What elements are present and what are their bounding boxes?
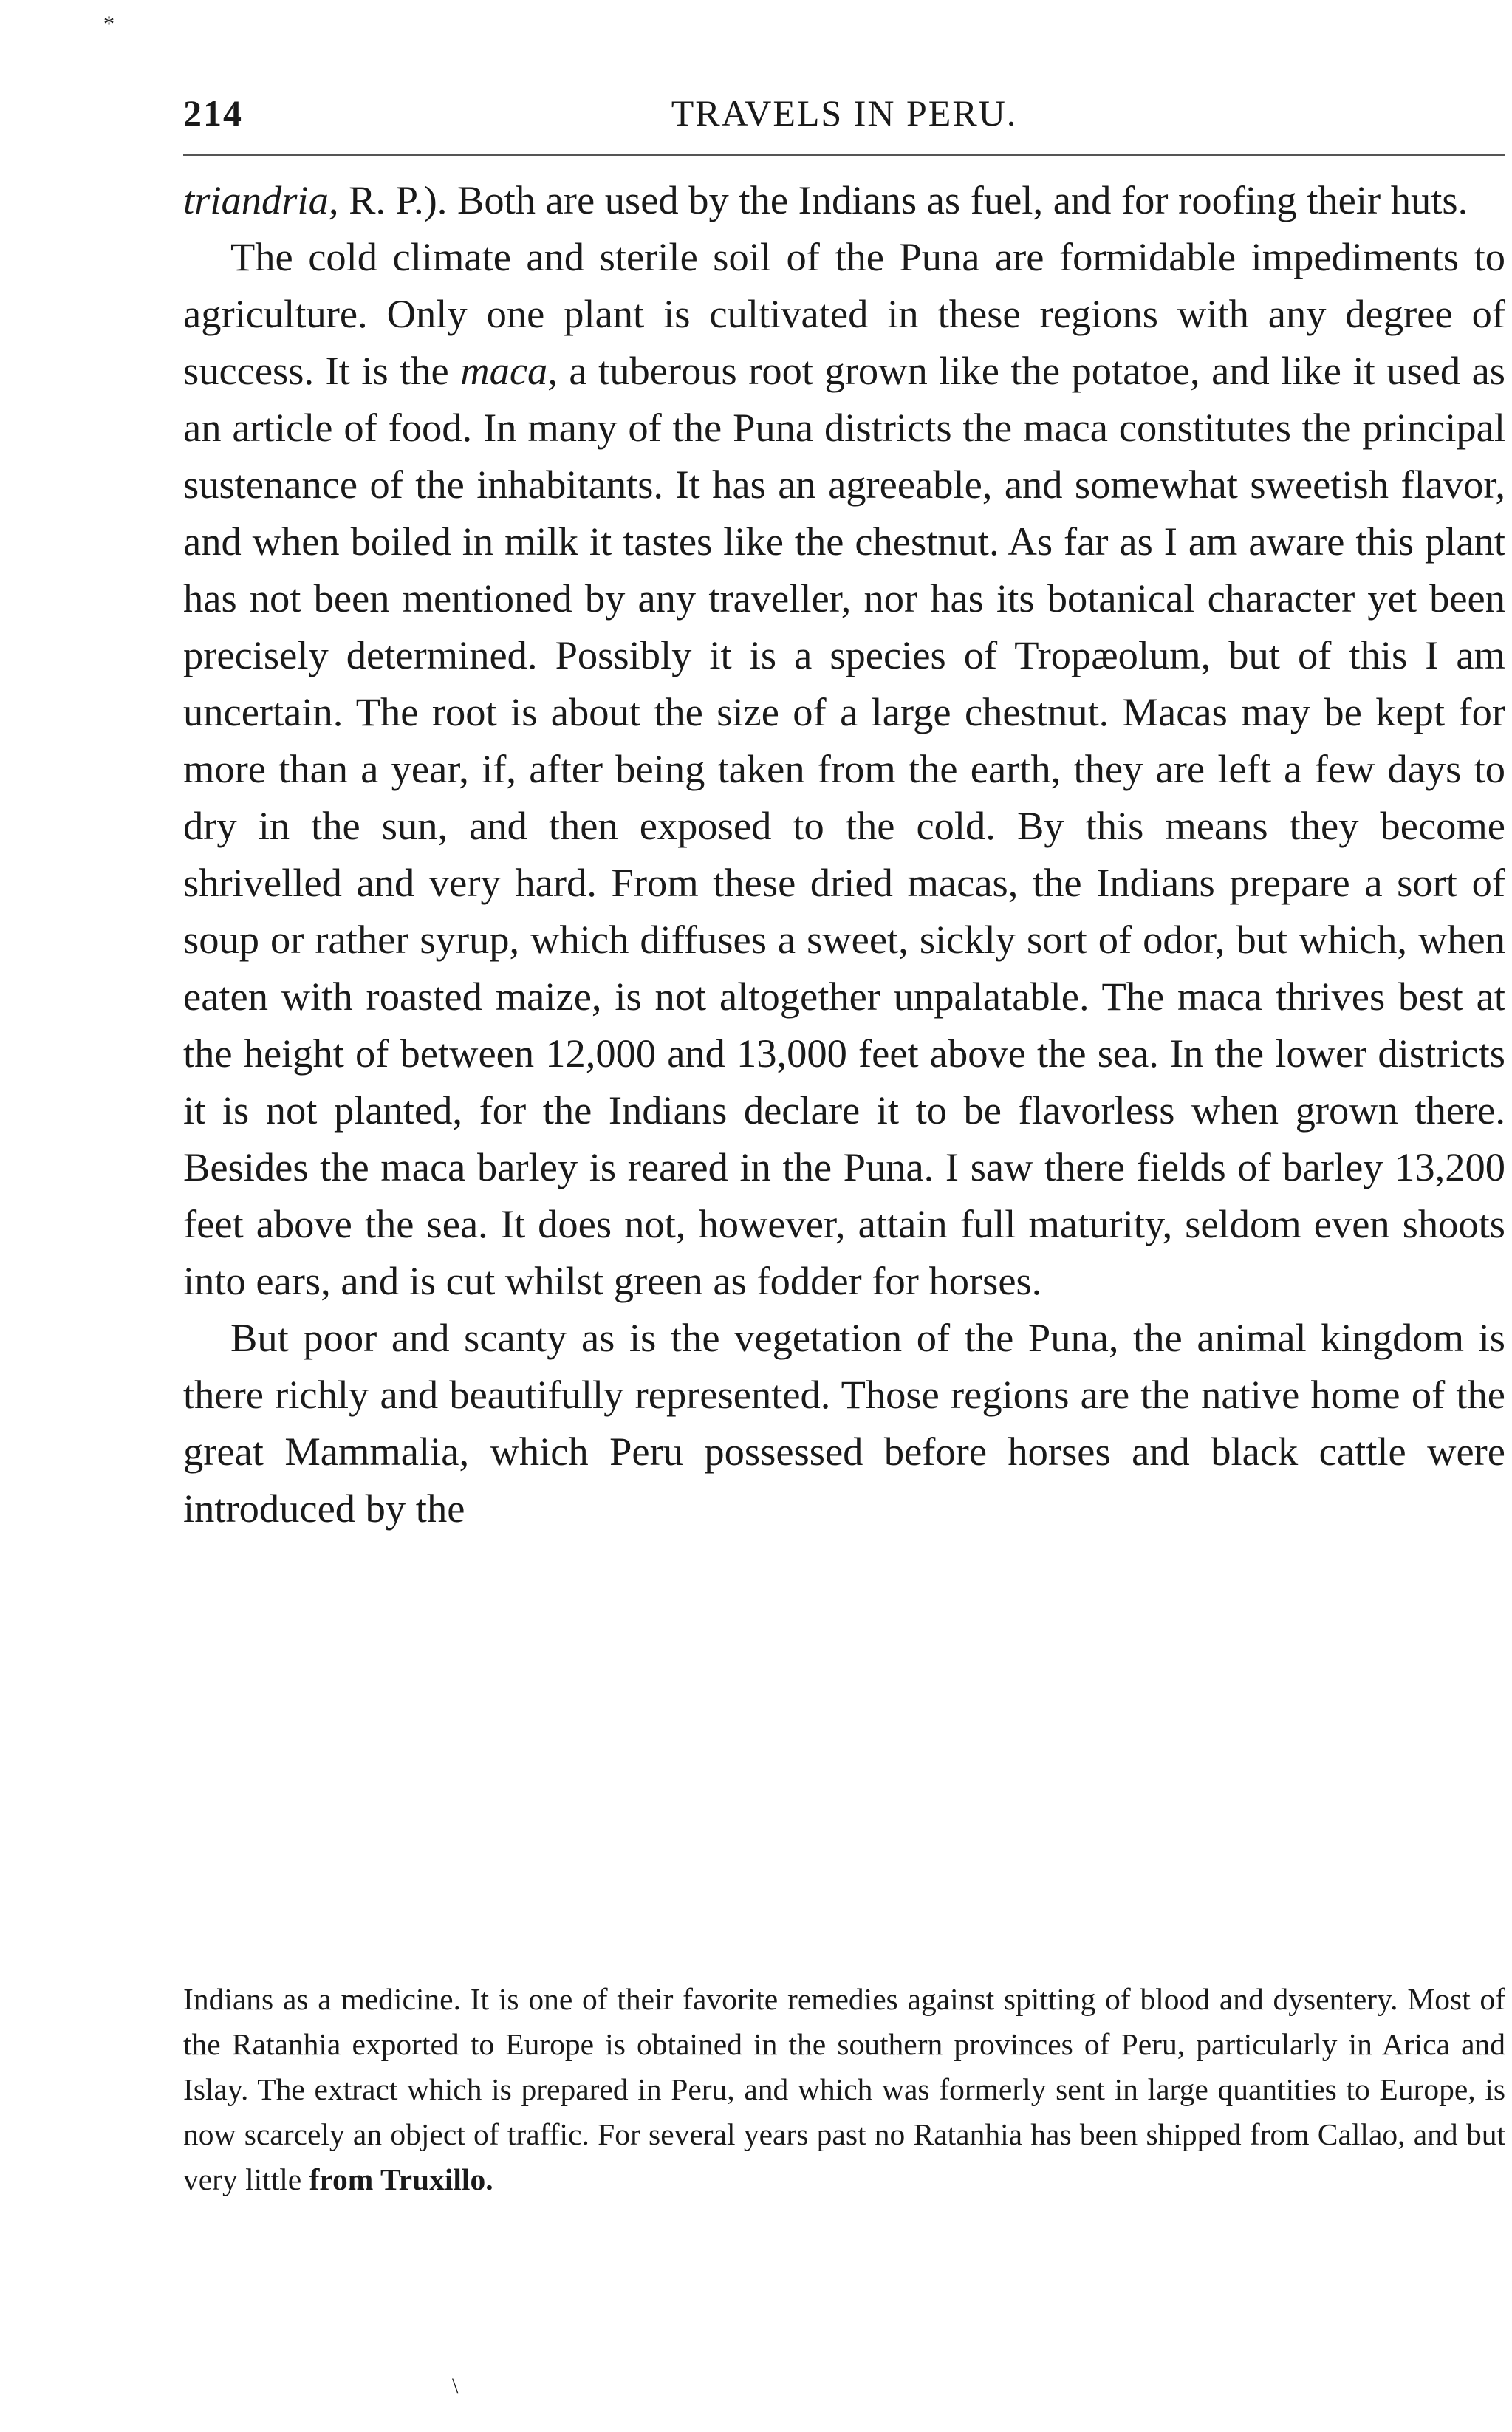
paragraph: [183, 171, 1505, 228]
paragraph-segment: maca,: [460, 348, 558, 393]
header-rule: [183, 154, 1505, 156]
page-mark-bottom: \: [452, 2374, 459, 2398]
paragraph-segment: The cold climate and sterile soil of the Puna are formidable impediments to agriculture. Only one plant is cultivated in these regions with any degree of success. It is the: [183, 234, 1505, 393]
page-number: 214: [183, 92, 243, 134]
paragraph-segment: But poor and scanty as is the vegetation of the Puna, the animal kingdom is there richly and beautifully represented. Those regions are the native home of the great Mammalia, which Peru possessed before horses and black cattle were introduced by the: [183, 1315, 1505, 1531]
main-text: [183, 171, 1505, 1537]
running-title: TRAVELS IN PERU.: [671, 92, 1018, 134]
footnote-segment: from Truxillo.: [309, 2162, 493, 2196]
page-mark-top: *: [103, 12, 114, 36]
paragraph-segment: a tuberous root grown like the potatoe, and like it used as an article of food. In many of the Puna districts the maca constitutes the principal sustenance of the inhabitants. It has an agreeable, and somewhat sweetish flavor, and when boiled in milk it tastes like the chestnut. As far as I am aware this plant has not been mentioned by any traveller, nor has its botanical character yet been precisely determined. Possibly it is a species of Tropæolum, but of this I am uncertain. The root is about the size of a large chestnut. Macas may be kept for more than a year, if, after being taken from the earth, they are left a few days to dry in the sun, and then exposed to the cold. By this means they become shrivelled and very hard. From these dried macas, the Indians prepare a sort of soup or rather syrup, which diffuses a sweet, sickly sort of odor, but which, when eaten with roasted maize, is not altogether unpalatable. The maca thrives best at the height of between 12,000 and 13,000 feet above the sea. In the lower districts it is not planted, for the Indians declare it to be flavorless when grown there. Besides the maca barley is reared in the Puna. I saw there fields of barley 13,200 feet above the sea. It does not, however, attain full maturity, seldom even shoots into ears, and is cut whilst green as fodder for horses.: [183, 348, 1505, 1303]
paragraph: [183, 228, 1505, 1309]
footnote-paragraph: [183, 1977, 1505, 2202]
page-header: [183, 87, 1505, 139]
paragraph: [183, 1309, 1505, 1537]
paragraph-segment: R. P.). Both are used by the Indians as fuel, and for roofing their huts.: [338, 177, 1468, 222]
footnote: [183, 1977, 1505, 2202]
footnote-segment: Indians as a medicine. It is one of their favorite remedies against spitting of blood and dysentery. Most of the Ratanhia exported to Europe is obtained in the southern provinces of Peru, particularly in Arica and Islay. The extract which is prepared in Peru, and which was formerly sent in large quantities to Europe, is now scarcely an object of traffic. For several years past no Ratanhia has been shipped from Callao, and but very little: [183, 1982, 1505, 2196]
paragraph-segment: triandria,: [183, 177, 339, 222]
